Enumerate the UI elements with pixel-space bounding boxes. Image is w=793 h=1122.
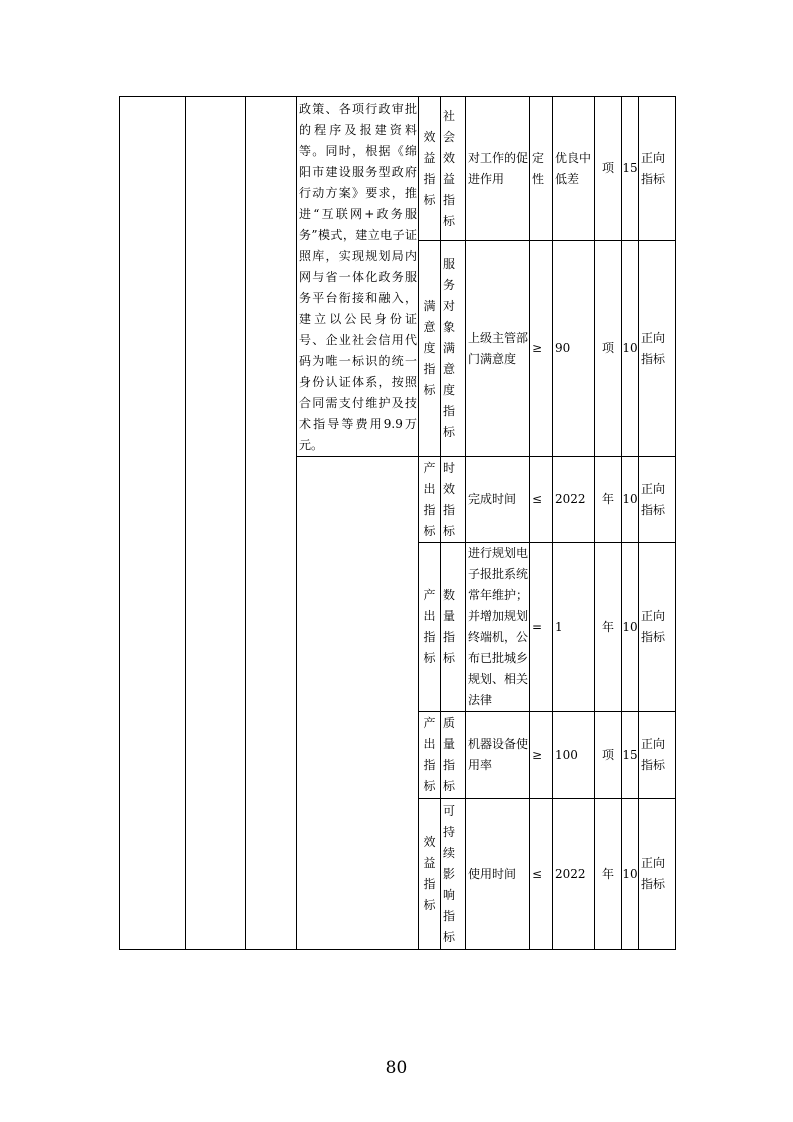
level1-indicator: 满意度指标 [419,241,441,457]
unit: 项 [595,97,622,241]
operator: ≥ [530,712,553,799]
weight: 15 [622,712,639,799]
level2-indicator: 可持续影响指标 [441,799,466,950]
target-value: 2022 [553,799,595,950]
indicator-name: 进行规划电子报批系统常年维护；并增加规划终端机，公布已批城乡规划、相关法律 [466,543,530,712]
unit: 年 [595,543,622,712]
page-number: 80 [385,1058,408,1078]
empty-cell-2 [186,97,246,950]
level1-indicator: 产出指标 [419,457,441,543]
direction: 正向指标 [639,543,676,712]
target-value: 90 [553,241,595,457]
level1-indicator: 产出指标 [419,712,441,799]
operator: ≤ [530,799,553,950]
weight: 15 [622,97,639,241]
unit: 项 [595,241,622,457]
indicator-name: 对工作的促进作用 [466,97,530,241]
unit: 年 [595,457,622,543]
level2-indicator: 社会效益指标 [441,97,466,241]
indicator-name: 上级主管部门满意度 [466,241,530,457]
operator: = [530,543,553,712]
table-row [120,97,676,241]
operator: ≤ [530,457,553,543]
target-value: 优良中低差 [553,97,595,241]
target-value: 2022 [553,457,595,543]
operator: ≥ [530,241,553,457]
direction: 正向指标 [639,457,676,543]
level2-indicator: 质量指标 [441,712,466,799]
empty-cell-1 [120,97,186,950]
indicator-name: 使用时间 [466,799,530,950]
indicator-name: 机器设备使用率 [466,712,530,799]
level1-indicator: 效益指标 [419,97,441,241]
weight: 10 [622,543,639,712]
target-value: 100 [553,712,595,799]
level1-indicator: 产出指标 [419,543,441,712]
level2-indicator: 时效指标 [441,457,466,543]
description-continuation [297,457,419,950]
weight: 10 [622,799,639,950]
target-value: 1 [553,543,595,712]
direction: 正向指标 [639,799,676,950]
indicator-name: 完成时间 [466,457,530,543]
direction: 正向指标 [639,241,676,457]
direction: 正向指标 [639,97,676,241]
weight: 10 [622,457,639,543]
unit: 项 [595,712,622,799]
level2-indicator: 服务对象满意度指标 [441,241,466,457]
unit: 年 [595,799,622,950]
level1-indicator: 效益指标 [419,799,441,950]
operator: 定性 [530,97,553,241]
project-description: 政策、各项行政审批的程序及报建资料等。同时，根据《绵阳市建设服务型政府行动方案》要求，推进“互联网+政务服务”模式，建立电子证照库，实现规划局内网与省一体化政务服务平台衔接和融入，建立以公民身份证号、企业社会信用代码为唯一标识的统一身份认证体系，按照合同需支付维护及技术指导等费用9.9万元。 [297,97,419,457]
performance-indicator-table [119,96,676,950]
empty-cell-3 [246,97,297,950]
level2-indicator: 数量指标 [441,543,466,712]
direction: 正向指标 [639,712,676,799]
weight: 10 [622,241,639,457]
